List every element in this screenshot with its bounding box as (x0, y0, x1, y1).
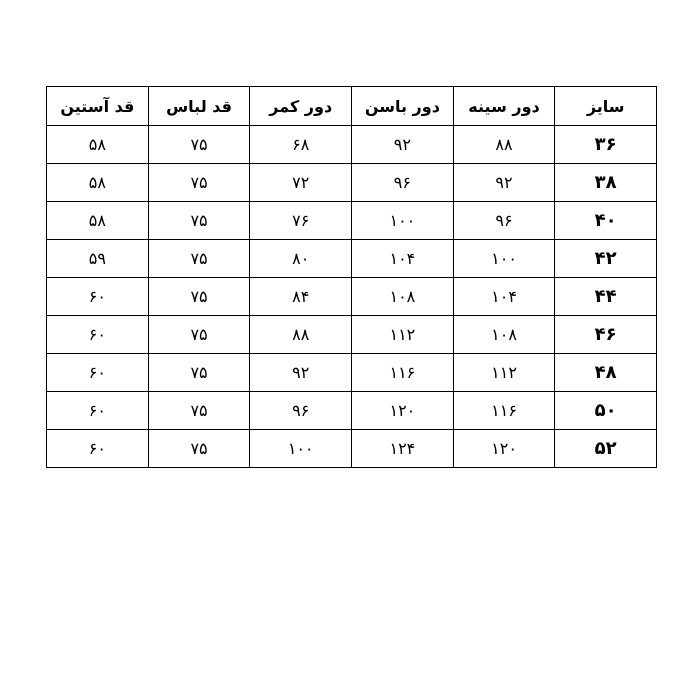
cell-dress-length: ۷۵ (148, 164, 250, 202)
table-body (47, 126, 657, 468)
cell-size: ۴۰ (555, 202, 657, 240)
header-chest: دور سینه (453, 87, 555, 126)
cell-size: ۳۸ (555, 164, 657, 202)
cell-chest: ۱۱۶ (453, 392, 555, 430)
cell-sleeve-length: ۶۰ (47, 278, 149, 316)
cell-size: ۳۶ (555, 126, 657, 164)
cell-sleeve-length: ۵۹ (47, 240, 149, 278)
cell-chest: ۹۲ (453, 164, 555, 202)
cell-sleeve-length: ۶۰ (47, 392, 149, 430)
cell-hip: ۱۱۲ (352, 316, 454, 354)
cell-chest: ۱۲۰ (453, 430, 555, 468)
table-header-row (47, 87, 657, 126)
cell-sleeve-length: ۵۸ (47, 202, 149, 240)
cell-sleeve-length: ۵۸ (47, 164, 149, 202)
cell-dress-length: ۷۵ (148, 240, 250, 278)
cell-chest: ۱۰۴ (453, 278, 555, 316)
table-row (47, 126, 657, 164)
cell-sleeve-length: ۶۰ (47, 316, 149, 354)
header-dress-length: قد لباس (148, 87, 250, 126)
table-row (47, 430, 657, 468)
cell-waist: ۷۲ (250, 164, 352, 202)
cell-size: ۴۲ (555, 240, 657, 278)
cell-waist: ۹۶ (250, 392, 352, 430)
size-chart-table (46, 86, 657, 468)
cell-dress-length: ۷۵ (148, 202, 250, 240)
cell-hip: ۱۲۴ (352, 430, 454, 468)
table-row (47, 202, 657, 240)
cell-size: ۴۴ (555, 278, 657, 316)
header-hip: دور باسن (352, 87, 454, 126)
header-waist: دور کمر (250, 87, 352, 126)
table-row (47, 392, 657, 430)
header-sleeve-length: قد آستین (47, 87, 149, 126)
cell-hip: ۱۰۸ (352, 278, 454, 316)
table-row (47, 240, 657, 278)
table-row (47, 354, 657, 392)
cell-waist: ۸۴ (250, 278, 352, 316)
cell-chest: ۱۱۲ (453, 354, 555, 392)
cell-chest: ۸۸ (453, 126, 555, 164)
cell-hip: ۱۱۶ (352, 354, 454, 392)
table-row (47, 278, 657, 316)
cell-dress-length: ۷۵ (148, 278, 250, 316)
cell-size: ۵۰ (555, 392, 657, 430)
table-row (47, 164, 657, 202)
table-row (47, 316, 657, 354)
cell-waist: ۸۰ (250, 240, 352, 278)
cell-hip: ۱۲۰ (352, 392, 454, 430)
cell-dress-length: ۷۵ (148, 430, 250, 468)
cell-size: ۵۲ (555, 430, 657, 468)
cell-size: ۴۸ (555, 354, 657, 392)
header-size: سایز (555, 87, 657, 126)
cell-dress-length: ۷۵ (148, 354, 250, 392)
cell-waist: ۹۲ (250, 354, 352, 392)
cell-waist: ۸۸ (250, 316, 352, 354)
cell-dress-length: ۷۵ (148, 316, 250, 354)
cell-sleeve-length: ۶۰ (47, 430, 149, 468)
cell-hip: ۹۲ (352, 126, 454, 164)
cell-dress-length: ۷۵ (148, 392, 250, 430)
cell-size: ۴۶ (555, 316, 657, 354)
cell-waist: ۱۰۰ (250, 430, 352, 468)
cell-dress-length: ۷۵ (148, 126, 250, 164)
cell-waist: ۶۸ (250, 126, 352, 164)
cell-hip: ۱۰۴ (352, 240, 454, 278)
cell-chest: ۱۰۸ (453, 316, 555, 354)
cell-chest: ۹۶ (453, 202, 555, 240)
cell-hip: ۹۶ (352, 164, 454, 202)
cell-chest: ۱۰۰ (453, 240, 555, 278)
cell-sleeve-length: ۶۰ (47, 354, 149, 392)
cell-hip: ۱۰۰ (352, 202, 454, 240)
cell-sleeve-length: ۵۸ (47, 126, 149, 164)
cell-waist: ۷۶ (250, 202, 352, 240)
